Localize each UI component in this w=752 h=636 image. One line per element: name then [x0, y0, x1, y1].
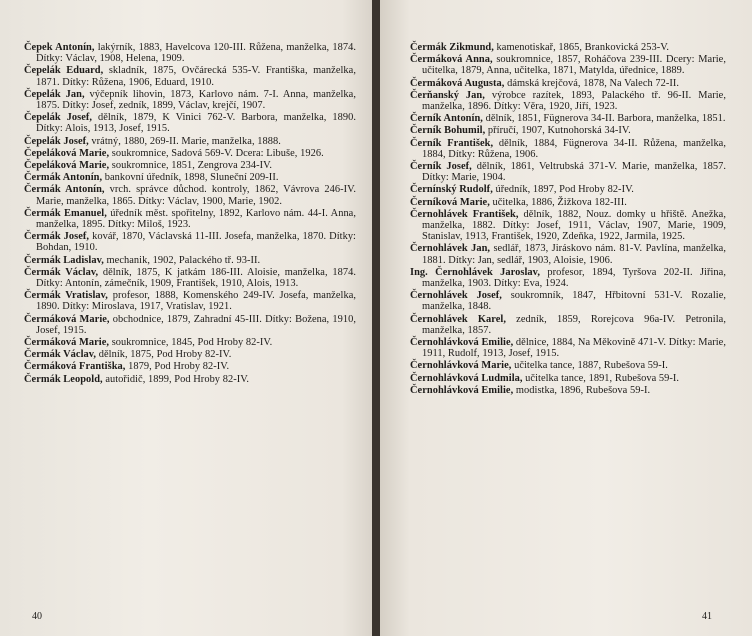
directory-entry	[410, 184, 726, 195]
entry-name: Čepelák Josef,	[24, 135, 89, 147]
entry-details: dělník, 1875, Pod Hroby 82-IV.	[96, 349, 232, 361]
entry-details: 1879, Pod Hroby 82-IV.	[125, 361, 230, 373]
entry-name: Čepelák Jan,	[24, 88, 85, 100]
entry-name: Čermáková Marie,	[24, 337, 110, 349]
entry-details: skladník, 1875, Ovčárecká 535-V. Františka, manželka, 1871. Dítky: Růžena, 1906, Eduard, 1910.	[36, 65, 356, 88]
entry-name: Čermák Ladislav,	[24, 254, 104, 266]
directory-entry	[24, 65, 356, 87]
entry-name: Černík Josef,	[410, 161, 472, 173]
entry-details: profesor, 1894, Tyršova 202-II. Jiřina, manželka, 1903. Dítky: Eva, 1924.	[422, 266, 726, 290]
entry-details: dělník, 1861, Veltrubská 371-V. Marie, manželka, 1857. Dítky: Marie, 1904.	[422, 161, 726, 184]
entry-name: Čermák Antonín,	[24, 172, 103, 184]
directory-entry	[410, 54, 726, 76]
entry-name: Čermák Leopold,	[24, 373, 103, 385]
directory-entry	[24, 172, 356, 183]
directory-entry	[24, 337, 356, 348]
entry-details: dělník, 1882, Nouz. domky u hřiště. Anežka, manželka, 1882. Dítky: Josef, 1911, Václav, 1907, Marie, 1909, Stanislav, 1913, František, 1920, Zdeňka, 1922, Jarmila, 1925.	[422, 208, 726, 243]
directory-entry	[410, 314, 726, 336]
entry-name: Čerňanský Jan,	[410, 89, 485, 101]
entry-name: Čepelák Josef,	[24, 112, 93, 124]
directory-entry	[24, 160, 356, 171]
entry-details: výčepník lihovin, 1873, Karlovo nám. 7-I. Anna, manželka, 1875. Dítky: Josef, zedník, 1899, Václav, krejčí, 1907.	[36, 88, 356, 112]
directory-entry	[410, 125, 726, 136]
entry-details: mechanik, 1902, Palackého tř. 93-II.	[103, 254, 261, 266]
entry-details: soukromnice, 1851, Zengrova 234-IV.	[109, 160, 273, 172]
directory-entry	[410, 197, 726, 208]
entry-name: Čermáková Františka,	[24, 361, 126, 373]
entry-details: kovář, 1870, Václavská 11-III. Josefa, manželka, 1870. Dítky: Bohdan, 1910.	[36, 231, 356, 254]
entry-name: Čepeláková Marie,	[24, 147, 110, 159]
left-page-number: 40	[32, 611, 42, 622]
entry-name: Černohlávková Emilie,	[410, 384, 514, 396]
entry-name: Čermák Václav,	[24, 266, 99, 278]
entry-details: dělník, 1879, K Vinici 762-V. Barbora, manželka, 1890. Dítky: Alois, 1913, Josef, 1915.	[36, 112, 356, 135]
directory-entry	[410, 138, 726, 160]
directory-entry	[24, 290, 356, 312]
directory-entry	[24, 148, 356, 159]
entry-details: autořidič, 1899, Pod Hroby 82-IV.	[102, 373, 250, 385]
entry-name: Čepeláková Marie,	[24, 160, 110, 172]
directory-entry	[24, 231, 356, 253]
directory-entry	[24, 89, 356, 111]
directory-entry	[410, 161, 726, 183]
entry-details: kamenotiskař, 1865, Brankovická 253-V.	[493, 42, 670, 53]
entry-details: učitelka tance, 1891, Rubešova 59-I.	[522, 372, 680, 384]
directory-entry	[24, 255, 356, 266]
entry-name: Čermáková Augusta,	[410, 77, 505, 89]
entry-name: Černínský Rudolf,	[410, 184, 493, 196]
entry-name: Čermáková Anna,	[410, 54, 493, 66]
entry-details: bankovní úředník, 1898, Sluneční 209-II.	[102, 172, 279, 184]
entry-name: Černík František,	[410, 137, 494, 149]
directory-entry	[24, 42, 356, 64]
entry-details: úředník měst. spořitelny, 1892, Karlovo nám. 44-I. Anna, manželka, 1895. Dítky: Miloš, 1923.	[36, 207, 356, 231]
entry-details: zedník, 1859, Rorejcova 96a-IV. Petronila, manželka, 1857.	[422, 313, 726, 336]
entry-details: výrobce razítek, 1893, Palackého tř. 96-II. Marie, manželka, 1896. Dítky: Věra, 1920, Jiří, 1923.	[422, 89, 726, 113]
entry-details: dělnice, 1884, Na Měkovině 471-V. Dítky: Marie, 1911, Rudolf, 1913, Josef, 1915.	[422, 337, 726, 360]
directory-entry	[410, 90, 726, 112]
entry-name: Čepelák Eduard,	[24, 65, 104, 77]
entry-name: Černík Antonín,	[410, 113, 483, 125]
entry-details: dámská krejčová, 1878, Na Valech 72-II.	[504, 77, 680, 89]
directory-entry	[410, 290, 726, 312]
directory-entry	[24, 349, 356, 360]
directory-entry	[24, 184, 356, 206]
entry-name: Černík Bohumil,	[410, 125, 486, 137]
entry-details: příručí, 1907, Kutnohorská 34-IV.	[485, 125, 631, 137]
entry-name: Čermák Emanuel,	[24, 207, 107, 219]
entry-name: Čermák Václav,	[24, 349, 97, 361]
entry-details: dělník, 1875, K jatkám 186-III. Aloisie, manželka, 1874. Dítky: Antonín, zámečník, 1909, František, 1910, Alois, 1913.	[36, 266, 356, 290]
entry-name: Černohlávek Jan,	[410, 243, 491, 255]
entry-details: soukromnice, Sadová 569-V. Dcera: Libuše, 1926.	[109, 147, 324, 159]
entry-details: soukromník, 1847, Hřbitovní 531-V. Rozalie, manželka, 1848.	[422, 290, 727, 313]
directory-entry	[410, 42, 726, 53]
directory-entry	[410, 209, 726, 243]
directory-entry	[410, 78, 726, 89]
directory-entry	[24, 267, 356, 289]
directory-entry	[24, 208, 356, 230]
entry-name: Černohlávek Josef,	[410, 290, 502, 302]
entry-name: Čermák Antonín,	[24, 184, 105, 196]
entry-details: vrátný, 1880, 269-II. Marie, manželka, 1888.	[88, 135, 281, 147]
directory-entry	[410, 373, 726, 384]
entry-name: Černohlávková Emilie,	[410, 337, 514, 349]
entry-details: obchodnice, 1879, Zahradní 45-III. Dítky: Božena, 1910, Josef, 1915.	[36, 313, 356, 336]
directory-entry	[410, 267, 726, 289]
entry-details: profesor, 1888, Komenského 249-IV. Josefa, manželka, 1890. Dítky: Miroslava, 1917, Vratislav, 1921.	[36, 290, 356, 313]
directory-entry	[24, 136, 356, 147]
book-gutter	[372, 0, 380, 636]
entry-name: Čermáková Marie,	[24, 313, 110, 325]
directory-entry	[24, 374, 356, 385]
left-entry-list	[24, 42, 356, 385]
entry-name: Černohlávek František,	[410, 208, 519, 220]
right-page	[380, 0, 752, 636]
entry-details: vrch. správce důchod. kontroly, 1862, Vávrova 246-IV. Marie, manželka, 1865. Dítky: Václav, 1900, Marie, 1902.	[36, 184, 356, 207]
directory-entry	[410, 360, 726, 371]
entry-name: Černohlávková Ludmila,	[410, 372, 523, 384]
entry-details: modistka, 1896, Rubešova 59-I.	[513, 384, 651, 396]
entry-name: Čermák Josef,	[24, 231, 90, 243]
entry-details: dělník, 1851, Fügnerova 34-II. Barbora, manželka, 1851.	[482, 113, 726, 125]
entry-details: sedlář, 1873, Jiráskovo nám. 81-V. Pavlína, manželka, 1881. Dítky: Jan, sedlář, 1903, Aloisie, 1906.	[422, 243, 726, 266]
entry-name: Čepek Antonín,	[24, 42, 95, 53]
directory-entry	[410, 385, 726, 396]
entry-name: Čermák Zikmund,	[410, 42, 494, 53]
entry-name: Černíková Marie,	[410, 196, 490, 208]
directory-entry	[24, 112, 356, 134]
entry-details: soukromnice, 1857, Roháčova 239-III. Dcery: Marie, učitelka, 1879, Anna, učitelka, 1871, Matylda, úřednice, 1889.	[422, 54, 726, 77]
directory-entry	[410, 337, 726, 359]
entry-name: Čermák Vratislav,	[24, 290, 108, 302]
entry-details: učitelka tance, 1887, Rubešova 59-I.	[511, 360, 668, 372]
entry-name: Černohlávková Marie,	[410, 360, 512, 372]
directory-entry	[410, 113, 726, 124]
entry-details: soukromnice, 1845, Pod Hroby 82-IV.	[109, 337, 273, 349]
entry-details: dělník, 1884, Fügnerova 34-II. Růžena, manželka, 1884, Dítky: Růžena, 1906.	[422, 137, 726, 160]
directory-entry	[24, 314, 356, 336]
entry-details: úředník, 1897, Pod Hroby 82-IV.	[492, 184, 634, 196]
right-page-number: 41	[702, 611, 712, 622]
left-page	[0, 0, 372, 636]
entry-details: lakýrník, 1883, Havelcova 120-III. Růžena, manželka, 1874. Dítky: Václav, 1908, Helena, 1909.	[36, 42, 356, 65]
entry-name: Černohlávek Karel,	[410, 313, 506, 325]
entry-details: učitelka, 1886, Žižkova 182-III.	[489, 196, 627, 208]
entry-name: Ing. Černohlávek Jaroslav,	[410, 266, 540, 278]
right-entry-list	[410, 42, 726, 396]
directory-entry	[24, 361, 356, 372]
directory-entry	[410, 243, 726, 265]
